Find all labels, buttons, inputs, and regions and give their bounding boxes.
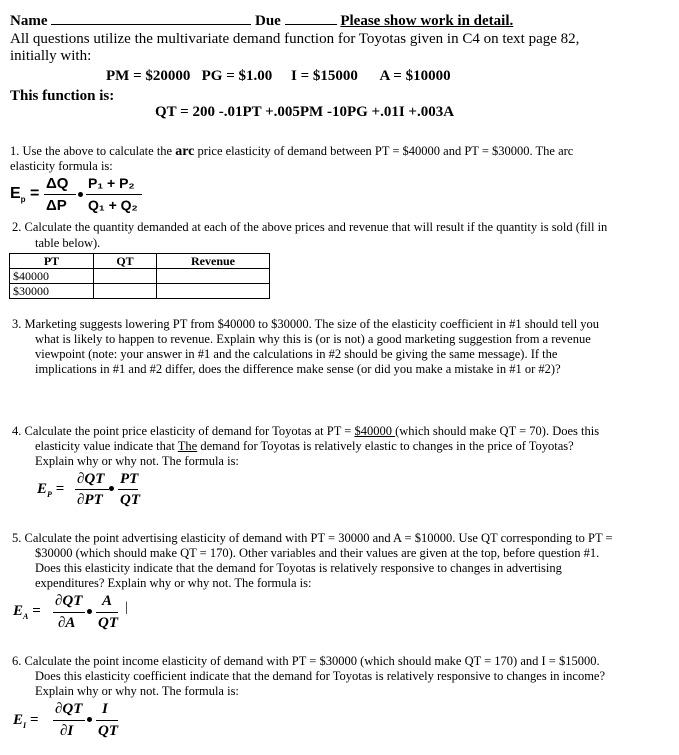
demand-function: QT = 200 -.01PT +.005PM -10PG +.01I +.003A bbox=[155, 104, 455, 120]
initial-values: PM = $20000 PG = $1.00 I = $15000 A = $10000 bbox=[106, 68, 451, 84]
q4-line2: elasticity value indicate that The demand for Toyotas is relatively elastic to changes in the price of Toyotas? bbox=[35, 439, 574, 453]
intro-line2: initially with: bbox=[10, 48, 92, 64]
table-row bbox=[10, 284, 270, 299]
q2-line1: 2. Calculate the quantity demanded at each of the above prices and revenue that will result if the quantity is sold (fill in bbox=[12, 220, 608, 234]
q4-line1: 4. Calculate the point price elasticity of demand for Toyotas at PT = $40000 (which should make QT = 70). Does this bbox=[12, 424, 600, 438]
q5-line4: expenditures? Explain why or why not. The formula is: bbox=[35, 576, 312, 590]
header-row bbox=[10, 12, 513, 30]
q6-line2: Does this elasticity coefficient indicate that the demand for Toyotas is relatively responsive to changes in income? bbox=[35, 669, 606, 683]
cell-pt: $40000 bbox=[10, 269, 94, 284]
table-row bbox=[10, 269, 270, 284]
cell-qt[interactable] bbox=[94, 284, 157, 299]
col-header-revenue: Revenue bbox=[157, 254, 270, 269]
q5-line1: 5. Calculate the point advertising elasticity of demand with PT = 30000 and A = $10000. Use QT corresponding to PT = bbox=[12, 531, 613, 545]
q1-line1: 1. Use the above to calculate the arc price elasticity of demand between PT = $40000 and PT = $30000. The arc bbox=[10, 144, 574, 159]
cell-revenue[interactable] bbox=[157, 269, 270, 284]
q1-line2: elasticity formula is: bbox=[10, 159, 113, 173]
cell-qt[interactable] bbox=[94, 269, 157, 284]
q3-line3: viewpoint (note: your answer in #1 and the calculations in #2 should be giving the same message). If the bbox=[35, 347, 558, 361]
q3-line4: implications in #1 and #2 differ, does the difference make sense (or did you make a mistake in #1 or #2)? bbox=[35, 362, 561, 376]
price-quantity-table bbox=[9, 253, 270, 299]
table-header-row bbox=[10, 254, 270, 269]
due-blank[interactable] bbox=[285, 12, 337, 25]
q5-line3: Does this elasticity indicate that the demand for Toyotas is relatively responsive to changes in advertising bbox=[35, 561, 562, 575]
col-header-qt: QT bbox=[94, 254, 157, 269]
due-label: Due bbox=[255, 13, 281, 29]
q1-arc: arc bbox=[175, 144, 195, 159]
q4-line3: Explain why or why not. The formula is: bbox=[35, 454, 239, 468]
instruction: Please show work in detail. bbox=[340, 13, 514, 29]
function-label: This function is: bbox=[10, 88, 115, 104]
q2-line2: table below). bbox=[35, 236, 101, 250]
col-header-pt: PT bbox=[10, 254, 94, 269]
q6-line1: 6. Calculate the point income elasticity of demand with PT = $30000 (which should make QT = 170) and I = $15000. bbox=[12, 654, 600, 668]
q6-line3: Explain why or why not. The formula is: bbox=[35, 684, 239, 698]
q3-line1: 3. Marketing suggests lowering PT from $40000 to $30000. The size of the elasticity coefficient in #1 should tell you bbox=[12, 317, 600, 331]
cell-revenue[interactable] bbox=[157, 284, 270, 299]
name-blank[interactable] bbox=[51, 12, 251, 25]
q5-line2: $30000 (which should make QT = 170). Other variables and their values are given at the top, before question #1. bbox=[35, 546, 600, 560]
name-label: Name bbox=[10, 13, 48, 29]
intro-line1: All questions utilize the multivariate demand function for Toyotas given in C4 on text page 82, bbox=[10, 31, 580, 47]
cell-pt: $30000 bbox=[10, 284, 94, 299]
q3-line2: what is likely to happen to revenue. Explain why this is (or is not) a good marketing suggestion from a revenue bbox=[35, 332, 591, 346]
